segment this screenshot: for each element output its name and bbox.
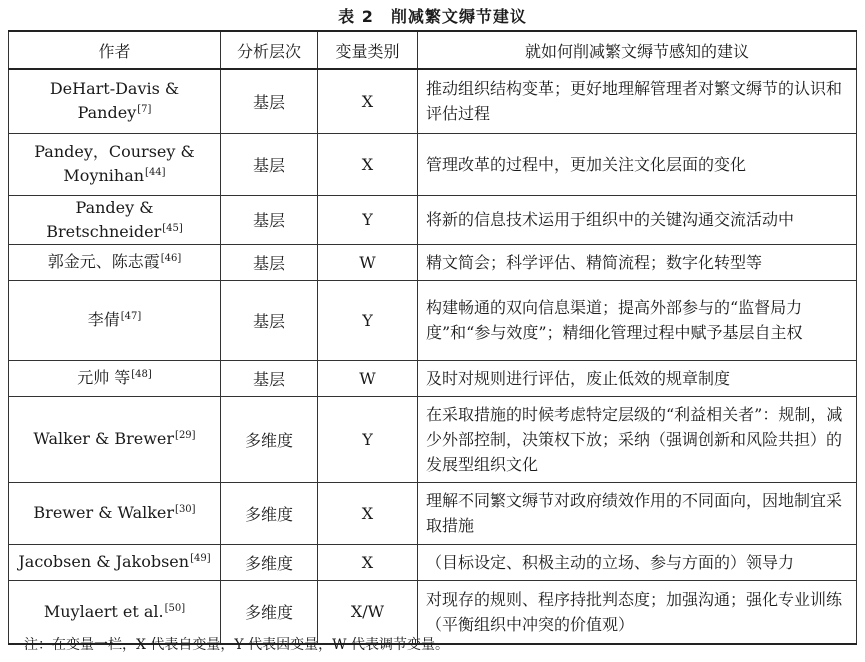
table-row: [9, 360, 857, 396]
table-row: [9, 195, 857, 244]
red-tape-table: [8, 30, 857, 645]
author-cell: [9, 69, 221, 133]
advice-cell: （目标设定、积极主动的立场、参与方面的）领导力: [418, 544, 857, 580]
reference-number: [50]: [164, 602, 186, 614]
table-row: [9, 280, 857, 360]
author-cell: [9, 244, 221, 280]
advice-cell: 管理改革的过程中，更加关注文化层面的变化: [418, 133, 857, 195]
variable-type-cell: X: [318, 133, 418, 195]
variable-type-cell: Y: [318, 396, 418, 482]
author-cell: [9, 360, 221, 396]
level-cell: 基层: [221, 280, 318, 360]
author-cell: [9, 195, 221, 244]
reference-number: [45]: [162, 222, 183, 234]
reference-number: [30]: [175, 504, 196, 515]
advice-cell: 将新的信息技术运用于组织中的关键沟通交流活动中: [418, 195, 857, 244]
author-name: DeHart-Davis & Pandey: [49, 79, 180, 123]
table-row: [9, 544, 857, 580]
author-name: Muylaert et al.: [43, 601, 164, 621]
table-body: [9, 69, 857, 644]
reference-number: [48]: [131, 369, 152, 380]
advice-cell: 精文简会；科学评估、精简流程；数字化转型等: [418, 244, 857, 280]
reference-number: [7]: [137, 104, 152, 116]
header-advice: 就如何削减繁文缛节感知的建议: [418, 31, 857, 69]
author-cell: [9, 544, 221, 580]
header-variable-type: 变量类别: [318, 31, 418, 69]
table-row: [9, 396, 857, 482]
level-cell: 基层: [221, 69, 318, 133]
variable-type-cell: X: [318, 482, 418, 544]
level-cell: 基层: [221, 244, 318, 280]
advice-cell: 对现存的规则、程序持批判态度；加强沟通；强化专业训练（平衡组织中冲突的价值观）: [418, 580, 857, 644]
level-cell: 基层: [221, 195, 318, 244]
advice-cell: 构建畅通的双向信息渠道；提高外部参与的“监督局力度”和“参与效度”；精细化管理过程中赋予基层自主权: [418, 280, 857, 360]
table-row: [9, 69, 857, 133]
advice-cell: 推动组织结构变革；更好地理解管理者对繁文缛节的认识和评估过程: [418, 69, 857, 133]
reference-number: [47]: [120, 311, 142, 322]
author-name: 元帅 等: [77, 368, 131, 387]
author-name: Pandey & Bretschneider: [46, 197, 162, 241]
reference-number: [46]: [160, 253, 182, 264]
variable-type-cell: Y: [318, 195, 418, 244]
level-cell: 多维度: [221, 544, 318, 580]
author-name: Pandey，Coursey & Moynihan: [34, 142, 195, 185]
variable-type-cell: X: [318, 544, 418, 580]
author-name: Brewer & Walker: [33, 503, 175, 522]
reference-number: [44]: [145, 167, 166, 178]
variable-type-cell: W: [318, 244, 418, 280]
header-level: 分析层次: [221, 31, 318, 69]
author-name: 郭金元、陈志霞: [47, 252, 160, 271]
variable-type-cell: Y: [318, 280, 418, 360]
author-cell: [9, 396, 221, 482]
table-caption: 表 2 削减繁文缛节建议: [338, 7, 527, 26]
level-cell: 多维度: [221, 482, 318, 544]
author-name: 李倩: [87, 310, 120, 329]
level-cell: 多维度: [221, 580, 318, 644]
reference-number: [49]: [190, 553, 211, 564]
table-header-row: [9, 31, 857, 69]
table-row: [9, 482, 857, 544]
level-cell: 基层: [221, 360, 318, 396]
author-cell: [9, 133, 221, 195]
reference-number: [29]: [175, 430, 196, 441]
table-note: 注：在变量一栏，X 代表自变量，Y 代表因变量，W 代表调节变量。: [24, 637, 449, 653]
author-name: Jacobsen & Jakobsen: [18, 552, 190, 571]
variable-type-cell: W: [318, 360, 418, 396]
author-cell: [9, 280, 221, 360]
variable-type-cell: X/W: [318, 580, 418, 644]
variable-type-cell: X: [318, 69, 418, 133]
table-row: [9, 133, 857, 195]
level-cell: 多维度: [221, 396, 318, 482]
advice-cell: 理解不同繁文缛节对政府绩效作用的不同面向，因地制宜采取措施: [418, 482, 857, 544]
author-name: Walker & Brewer: [33, 429, 175, 448]
advice-cell: 及时对规则进行评估，废止低效的规章制度: [418, 360, 857, 396]
level-cell: 基层: [221, 133, 318, 195]
advice-cell: 在采取措施的时候考虑特定层级的“利益相关者”：规制，减少外部控制，决策权下放；采纳（强调创新和风险共担）的发展型组织文化: [418, 396, 857, 482]
author-cell: [9, 482, 221, 544]
header-author: 作者: [9, 31, 221, 69]
table-row: [9, 244, 857, 280]
